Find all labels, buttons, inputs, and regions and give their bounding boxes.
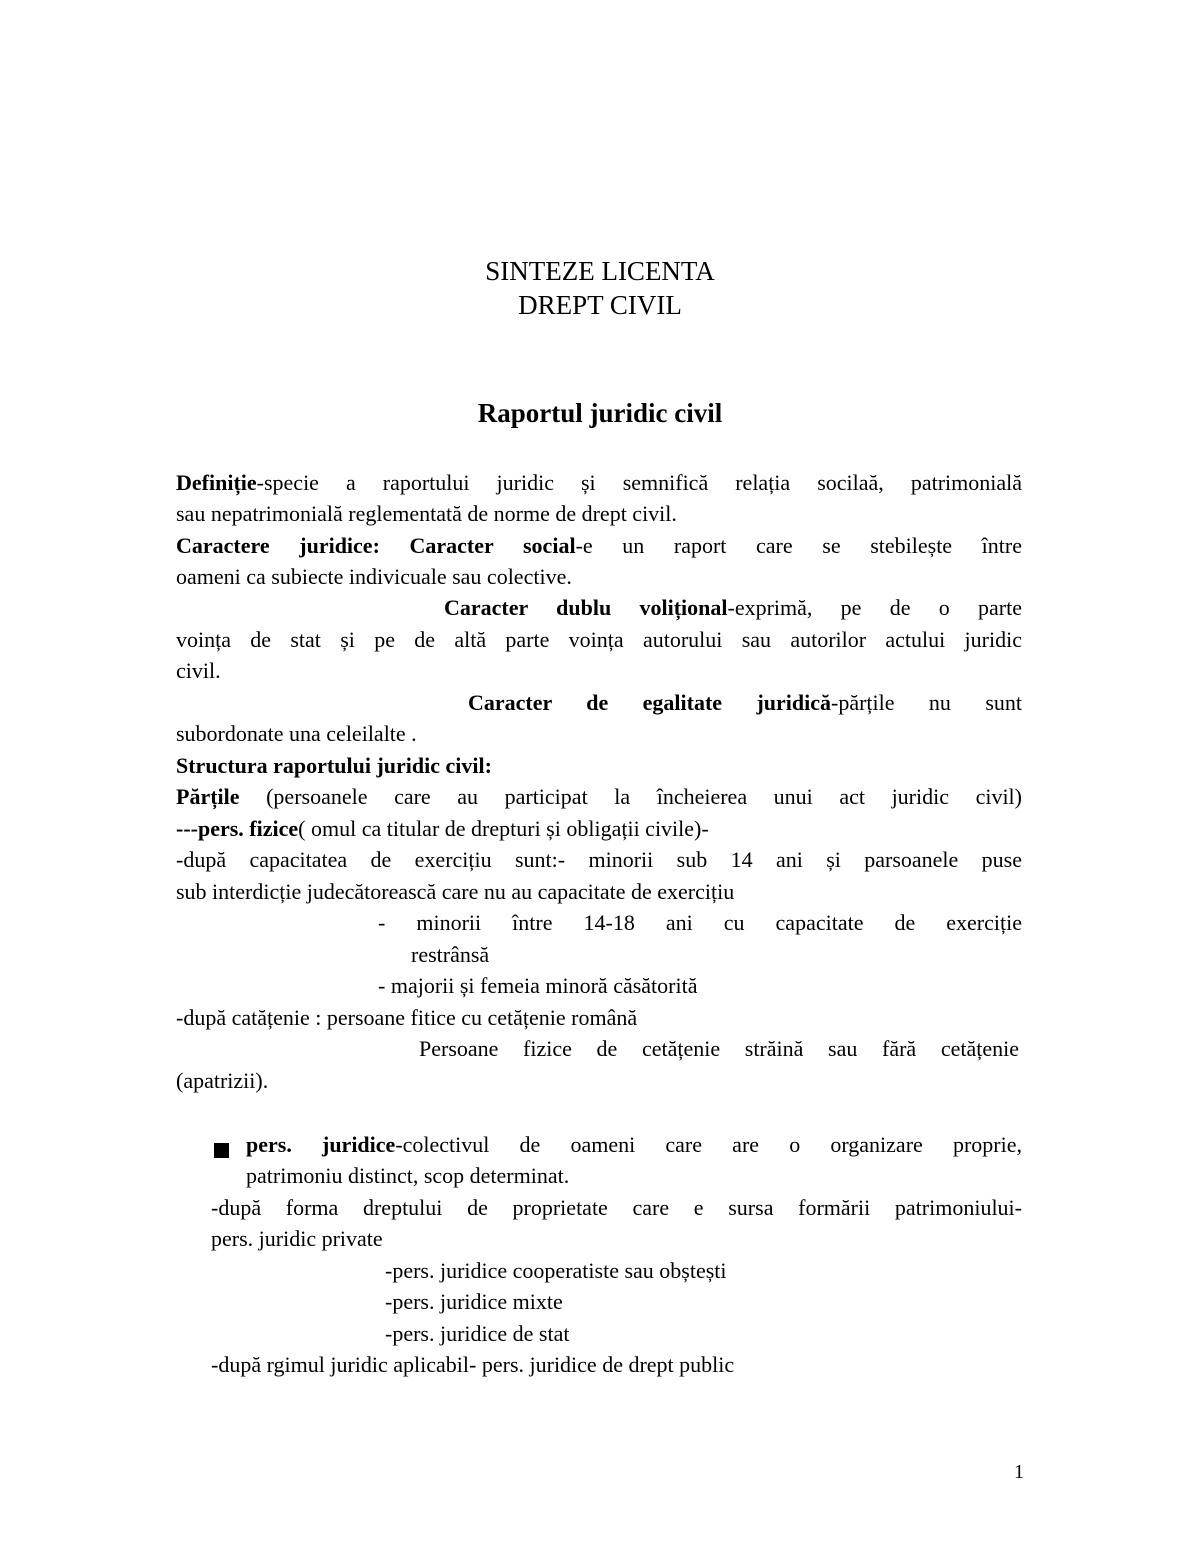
body-line: sau nepatrimonială reglementată de norme de drept civil. (176, 501, 677, 526)
body-line: civil. (176, 658, 221, 683)
list-item: patrimoniu distinct, scop determinat. (246, 1163, 570, 1188)
document-title-line-2: DREPT CIVIL (518, 290, 682, 320)
body-line: sub interdicție judecătorească care nu au capacitate de exercițiu (176, 879, 735, 904)
body-line: Caractere juridice: Caracter social-e un raport care se stebilește între (176, 533, 1022, 558)
body-line: Persoane fizice de cetățenie străină sau fără cetățenie (419, 1036, 1019, 1061)
body-line: Caracter dublu volițional-exprimă, pe de o parte (444, 595, 1022, 620)
body-line: subordonate una celeilalte . (176, 721, 417, 746)
document-title-line-1: SINTEZE LICENTA (485, 256, 715, 286)
list-item: pers. juridice-colectivul de oameni care are o organizare proprie, (246, 1132, 1022, 1157)
body-line: -după catățenie : persoane fitice cu cetățenie română (176, 1005, 638, 1030)
list-item: restrânsă (411, 942, 490, 967)
body-line: -după rgimul juridic aplicabil- pers. juridice de drept public (211, 1352, 735, 1377)
list-item: -pers. juridice de stat (385, 1321, 570, 1346)
list-item: -pers. juridice mixte (385, 1289, 563, 1314)
body-line: Definiție-specie a raportului juridic și semnifică relația socilaă, patrimonială (176, 470, 1022, 495)
body-line: Structura raportului juridic civil: (176, 753, 492, 778)
body-line: -după forma dreptului de proprietate care e sursa formării patrimoniului- (211, 1195, 1022, 1220)
section-heading: Raportul juridic civil (477, 398, 723, 428)
list-item: - minorii între 14-18 ani cu capacitate de exerciție (378, 910, 1022, 935)
list-item: - majorii și femeia minoră căsătorită (378, 973, 698, 998)
list-item: -pers. juridice cooperatiste sau obștești (385, 1258, 727, 1283)
body-line: oameni ca subiecte indivicuale sau colective. (176, 564, 572, 589)
body-line: pers. juridic private (211, 1226, 383, 1251)
body-line: ---pers. fizice( omul ca titular de drepturi și obligații civile)- (176, 816, 709, 841)
body-line: (apatrizii). (176, 1068, 269, 1093)
page-number: 1 (1014, 1461, 1024, 1483)
body-line: voința de stat și pe de altă parte voința autorului sau autorilor actului juridic (176, 627, 1022, 652)
body-line: Părțile (persoanele care au participat la încheierea unui act juridic civil) (176, 784, 1022, 809)
square-bullet-icon (214, 1143, 229, 1158)
body-line: -după capacitatea de exercițiu sunt:- minorii sub 14 ani și parsoanele puse (176, 847, 1022, 872)
body-line: Caracter de egalitate juridică-părțile nu sunt (468, 690, 1022, 715)
